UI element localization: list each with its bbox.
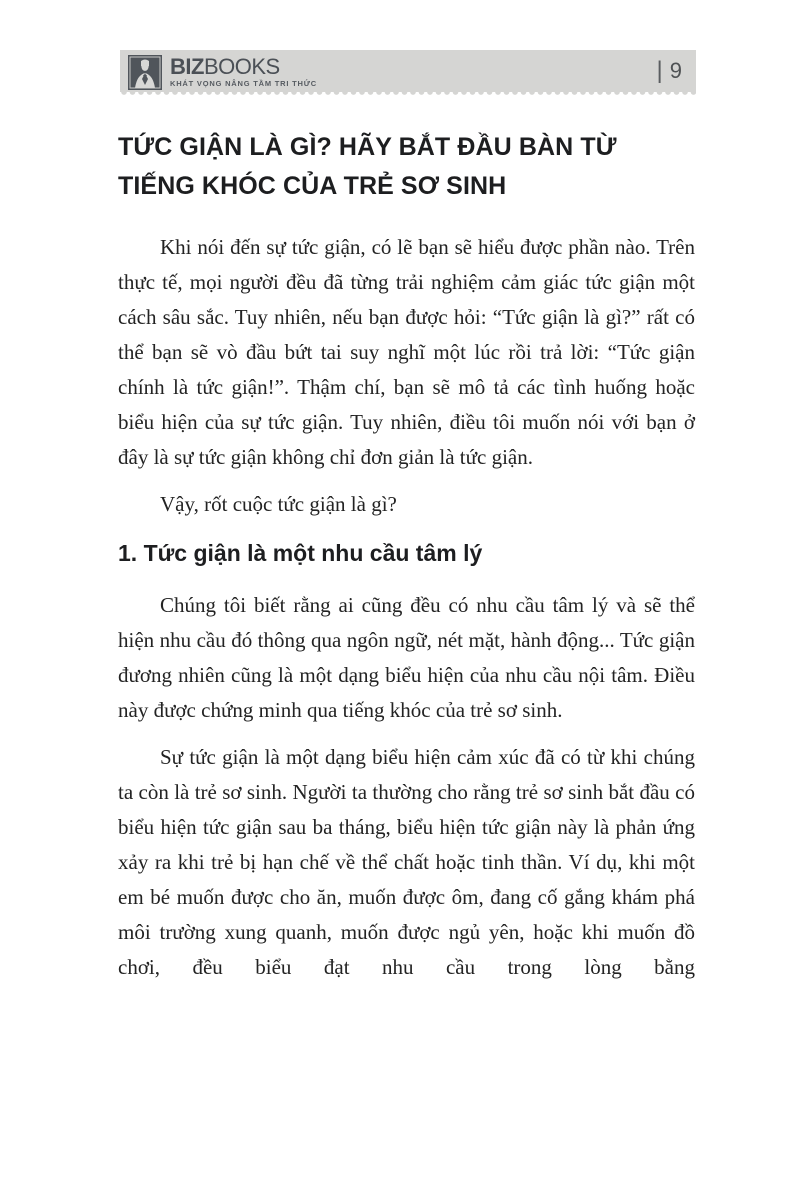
page-number: 9 [669, 58, 682, 83]
paragraph-3: Chúng tôi biết rằng ai cũng đều có nhu cầu tâm lý và sẽ thể hiện nhu cầu đó thông qua ngôn ngữ, nét mặt, hành động... Tức giận đương nhiên cũng là một dạng biểu hiện của nhu cầu nội tâm. Điều này được chứng minh qua tiếng khóc của trẻ sơ sinh. [118, 593, 695, 722]
paragraph-2: Vậy, rốt cuộc tức giận là gì? [160, 492, 397, 516]
brand-name [170, 55, 317, 78]
brand-block [170, 55, 317, 88]
brand-name-light: BOOKS [203, 54, 280, 79]
bizbooks-logo-icon [128, 55, 162, 90]
article-content [118, 128, 695, 985]
page-header-bar [120, 50, 696, 92]
bizbooks-logo [128, 55, 317, 90]
chapter-title: TỨC GIẬN LÀ GÌ? HÃY BẮT ĐẦU BÀN TỪ TIẾNG KHÓC CỦA TRẺ SƠ SINH [118, 133, 617, 200]
paragraph-4: Sự tức giận là một dạng biểu hiện cảm xúc đã có từ khi chúng ta còn là trẻ sơ sinh. Người ta thường cho rằng trẻ sơ sinh bắt đầu có biểu hiện tức giận sau ba tháng, biểu hiện tức giận này là phản ứng xảy ra khi trẻ bị hạn chế về thể chất hoặc tinh thần. Ví dụ, khi một em bé muốn được cho ăn, muốn được ôm, đang cố gắng khám phá môi trường xung quanh, muốn được ngủ yên, hoặc khi muốn đồ chơi, đều biểu đạt nhu cầu trong lòng bằng [118, 745, 695, 979]
page-number-box [657, 50, 682, 92]
paragraph-1: Khi nói đến sự tức giận, có lẽ bạn sẽ hiểu được phần nào. Trên thực tế, mọi người đều đã từng trải nghiệm cảm giác tức giận một cách sâu sắc. Tuy nhiên, nếu bạn được hỏi: “Tức giận là gì?” rất có thể bạn sẽ vò đầu bứt tai suy nghĩ một lúc rồi trả lời: “Tức giận chính là tức giận!”. Thậm chí, bạn sẽ mô tả các tình huống hoặc biểu hiện của sự tức giận. Tuy nhiên, điều tôi muốn nói với bạn ở đây là sự tức giận không chỉ đơn giản là tức giận. [118, 235, 695, 469]
brand-name-bold: BIZ [170, 54, 204, 79]
brand-tagline: KHÁT VỌNG NÂNG TẦM TRI THỨC [170, 79, 317, 88]
section-heading-1: 1. Tức giận là một nhu cầu tâm lý [118, 540, 483, 566]
page-number-separator: | [656, 57, 663, 84]
